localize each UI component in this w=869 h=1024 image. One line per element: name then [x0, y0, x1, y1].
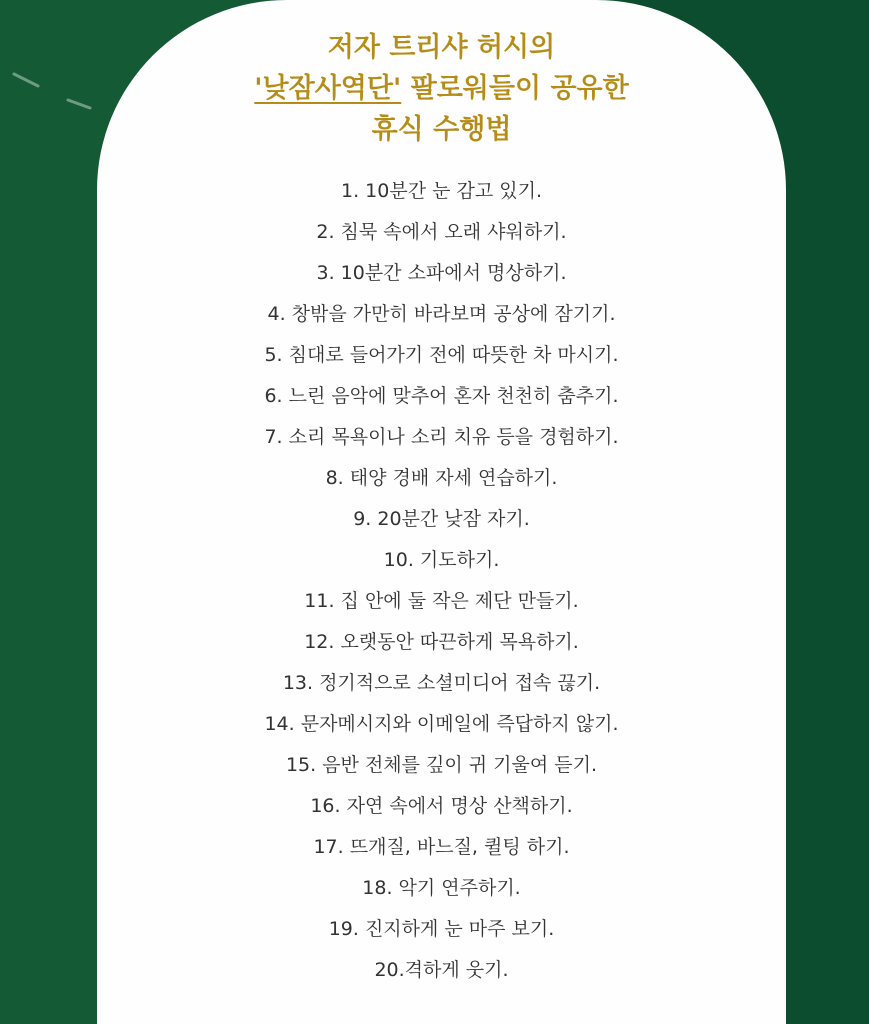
list-item: 6. 느린 음악에 맞추어 혼자 천천히 춤추기.	[264, 385, 619, 407]
list-item: 14. 문자메시지와 이메일에 즉답하지 않기.	[264, 713, 619, 735]
page-title	[97, 27, 786, 150]
list-item: 13. 정기적으로 소셜미디어 접속 끊기.	[282, 672, 601, 694]
list-item: 10. 기도하기.	[383, 549, 500, 571]
list-item: 9. 20분간 낮잠 자기.	[353, 508, 530, 530]
list-item: 16. 자연 속에서 명상 산책하기.	[310, 795, 573, 817]
list-item: 15. 음반 전체를 깊이 귀 기울여 듣기.	[285, 754, 598, 776]
content-card	[97, 0, 786, 1024]
list-item: 4. 창밖을 가만히 바라보며 공상에 잠기기.	[267, 303, 616, 325]
title-line-2	[97, 68, 786, 109]
decorative-stroke-icon	[0, 60, 100, 120]
list-item: 7. 소리 목욕이나 소리 치유 등을 경험하기.	[264, 426, 619, 448]
title-line-1: 저자 트리샤 허시의	[327, 32, 556, 63]
list-item: 11. 집 안에 둘 작은 제단 만들기.	[304, 590, 579, 612]
list-item: 12. 오랫동안 따끈하게 목욕하기.	[304, 631, 579, 653]
list-item: 3. 10분간 소파에서 명상하기.	[316, 262, 567, 284]
title-line-2-rest: 팔로워들이 공유한	[401, 73, 629, 104]
list-item: 18. 악기 연주하기.	[362, 877, 521, 899]
list-item: 5. 침대로 들어가기 전에 따뜻한 차 마시기.	[264, 344, 619, 366]
list-item: 17. 뜨개질, 바느질, 퀼팅 하기.	[313, 836, 570, 858]
list-item: 1. 10분간 눈 감고 있기.	[341, 180, 542, 202]
list-item: 2. 침묵 속에서 오래 샤워하기.	[316, 221, 567, 243]
list-item: 20.격하게 웃기.	[374, 959, 509, 981]
list-item: 8. 태양 경배 자세 연습하기.	[325, 467, 558, 489]
list-item: 19. 진지하게 눈 마주 보기.	[328, 918, 555, 940]
rest-practice-list	[97, 171, 786, 991]
title-line-3: 휴식 수행법	[371, 114, 512, 145]
title-highlight: '낮잠사역단'	[254, 73, 402, 104]
